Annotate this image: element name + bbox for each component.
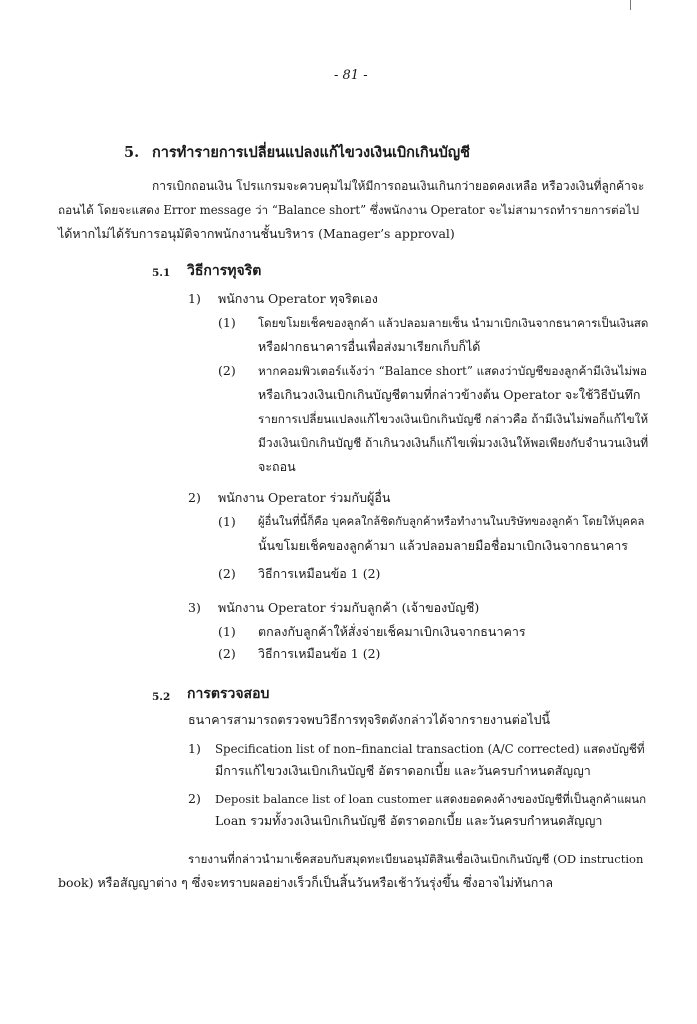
list-item-line: Deposit balance list of loan customer แสดงยอดคงค้างของบัญชีที่เป็นลูกค้าแผนก bbox=[215, 792, 647, 806]
list-item-line: มีการแก้ไขวงเงินเบิกเกินบัญชี อัตราดอกเบี้ย และวันครบกำหนดสัญญา bbox=[215, 763, 591, 778]
list-item-text: พนักงาน Operator ทุจริตเอง bbox=[218, 291, 378, 306]
sublist-item-line: โดยขโมยเช็คของลูกค้า แล้วปลอมลายเซ็น นำมาเบิกเงินจากธนาคารเป็นเงินสด bbox=[258, 316, 649, 330]
sublist-item-line: ตกลงกับลูกค้าให้สั่งจ่ายเช็คมาเบิกเงินจากธนาคาร bbox=[258, 624, 526, 639]
section-intro-line: การเบิกถอนเงิน โปรแกรมจะควบคุมไม่ให้มีการถอนเงินเกินกว่ายอดคงเหลือ หรือวงเงินที่ลูกค้าจะ bbox=[152, 179, 645, 193]
sublist-item-line: จะถอน bbox=[258, 459, 296, 474]
sublist-item-line: วิธีการเหมือนข้อ 1 (2) bbox=[258, 646, 381, 661]
closing-line: book) หรือสัญญาต่าง ๆ ซึ่งจะทราบผลอย่างเร็วก็เป็นสิ้นวันหรือเช้าวันรุ่งขึ้น ซึ่งอาจไม่ทันกาล bbox=[58, 875, 554, 890]
section-number: 5. bbox=[124, 144, 140, 161]
list-item-number: 2) bbox=[188, 490, 201, 505]
subsection-intro: ธนาคารสามารถตรวจพบวิธีการทุจริตดังกล่าวได้จากรายงานต่อไปนี้ bbox=[188, 712, 551, 727]
subsection-title: การตรวจสอบ bbox=[187, 686, 270, 702]
page-number: - 81 - bbox=[334, 68, 368, 83]
sublist-item-number: (1) bbox=[218, 624, 236, 639]
sublist-item-line: หรือฝากธนาคารอื่นเพื่อส่งมาเรียกเก็บก็ได้ bbox=[258, 339, 481, 354]
list-item-number: 3) bbox=[188, 600, 201, 615]
subsection-number: 5.1 bbox=[152, 267, 171, 279]
list-item-line: Specification list of non–financial transaction (A/C corrected) แสดงบัญชีที่ bbox=[215, 742, 645, 756]
sublist-item-number: (1) bbox=[218, 315, 236, 330]
list-item-text: พนักงาน Operator ร่วมกับลูกค้า (เจ้าของบัญชี) bbox=[218, 600, 480, 615]
sublist-item-line: รายการเปลี่ยนแปลงแก้ไขวงเงินเบิกเกินบัญชี กล่าวคือ ถ้ามีเงินไม่พอก็แก้ไขให้ bbox=[258, 412, 649, 426]
section-intro-line: ถอนได้ โดยจะแสดง Error message ว่า “Balance short” ซึ่งพนักงาน Operator จะไม่สามารถทำรายการต่อไป bbox=[58, 203, 640, 217]
list-item-number: 1) bbox=[188, 291, 201, 306]
subsection-number: 5.2 bbox=[152, 691, 171, 703]
list-item-number: 1) bbox=[188, 741, 201, 756]
sublist-item-line: หากคอมพิวเตอร์แจ้งว่า “Balance short” แสดงว่าบัญชีของลูกค้ามีเงินไม่พอ bbox=[258, 364, 647, 378]
sublist-item-line: ผู้อื่นในที่นี้ก็คือ บุคคลใกล้ชิดกับลูกค้าหรือทำงานในบริษัทของลูกค้า โดยให้บุคคล bbox=[258, 515, 645, 528]
subsection-title: วิธีการทุจริต bbox=[187, 263, 262, 279]
sublist-item-line: นั้นขโมยเช็คของลูกค้ามา แล้วปลอมลายมือชื่อมาเบิกเงินจากธนาคาร bbox=[258, 538, 629, 553]
section-title: การทำรายการเปลี่ยนแปลงแก้ไขวงเงินเบิกเกินบัญชี bbox=[152, 144, 471, 161]
sublist-item-line: วิธีการเหมือนข้อ 1 (2) bbox=[258, 566, 381, 581]
section-intro-line: ได้หากไม่ได้รับการอนุมัติจากพนักงานชั้นบริหาร (Manager’s approval) bbox=[58, 226, 455, 241]
list-item-number: 2) bbox=[188, 791, 201, 806]
list-item-line: Loan รวมทั้งวงเงินเบิกเกินบัญชี อัตราดอกเบี้ย และวันครบกำหนดสัญญา bbox=[215, 813, 603, 828]
sublist-item-line: หรือเกินวงเงินเบิกเกินบัญชีตามที่กล่าวข้างต้น Operator จะใช้วิธีบันทึก bbox=[258, 387, 641, 402]
scan-speck bbox=[630, 0, 631, 10]
closing-line: รายงานที่กล่าวนำมาเช็คสอบกับสมุดทะเบียนอนุมัติสินเชื่อเงินเบิกเกินบัญชี (OD instruction bbox=[188, 852, 644, 866]
sublist-item-number: (2) bbox=[218, 363, 236, 378]
sublist-item-number: (2) bbox=[218, 646, 236, 661]
sublist-item-number: (2) bbox=[218, 566, 236, 581]
sublist-item-line: มีวงเงินเบิกเกินบัญชี ถ้าเกินวงเงินก็แก้ไขเพิ่มวงเงินให้พอเพียงกับจำนวนเงินที่ bbox=[258, 436, 649, 450]
sublist-item-number: (1) bbox=[218, 514, 236, 529]
list-item-text: พนักงาน Operator ร่วมกับผู้อื่น bbox=[218, 490, 391, 505]
